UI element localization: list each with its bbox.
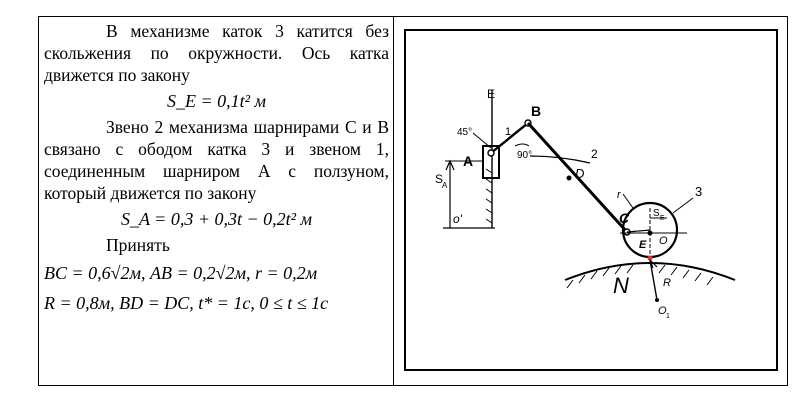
label-D: D [575,166,585,181]
problem-text [44,20,389,314]
angle90-arc [515,144,529,146]
r-pointer [623,194,633,208]
label-SA-sub: A [442,181,448,190]
link-paragraph: Звено 2 механизма шарнирами С и В связано с ободом катка 3 и звеном 1, соединенным шарниром А с ползуном, который движется по закону [44,117,389,203]
label-A: A [463,153,474,169]
given-line-2: R = 0,8м, BD = DC, t* = 1c, 0 ≤ t ≤ 1c [44,293,329,313]
label-O-prime: o' [453,212,462,226]
label-90: 90° [517,150,533,161]
ground-arc [565,263,735,280]
label-3: 3 [695,184,703,199]
table-divider [393,16,394,386]
label-E-point: E [639,239,647,251]
label-B: B [531,103,542,119]
drawing-border [405,30,777,370]
label-SA: S [435,172,444,186]
law-A-formula: S_A = 0,3 + 0,3t − 0,2t² м [121,209,312,229]
intro-paragraph: В механизме каток 3 катится без скольжения по окружности. Ось катка движется по закону [44,21,389,85]
label-SE: S [653,208,660,219]
ground-hatching [567,265,713,288]
label-1: 1 [505,126,512,138]
label-SE-sub: E [660,215,665,222]
contact-point [648,256,653,261]
mechanism-drawing [395,18,787,384]
hinge-A [488,150,494,156]
mechanism-figure [395,18,787,384]
label-45: 45° [457,127,473,138]
center-E [648,231,653,236]
label-r: r [617,189,621,201]
label-E-axis: E [487,87,496,101]
label-N: N [613,273,629,298]
label-O: O [659,235,668,247]
law-E-formula: S_E = 0,1t² м [166,91,267,111]
accept-label: Принять [106,235,170,255]
label-C: C [619,210,630,226]
label-O1-sub: 1 [666,313,670,320]
label-3-pointer [673,198,693,213]
label-2: 2 [591,147,598,161]
center-O1 [655,298,659,302]
given-line-1: BC = 0,6√2м, AB = 0,2√2м, r = 0,2м [44,263,318,283]
label-O1: O [658,305,667,317]
label-R: R [663,277,671,289]
point-D [567,176,572,181]
